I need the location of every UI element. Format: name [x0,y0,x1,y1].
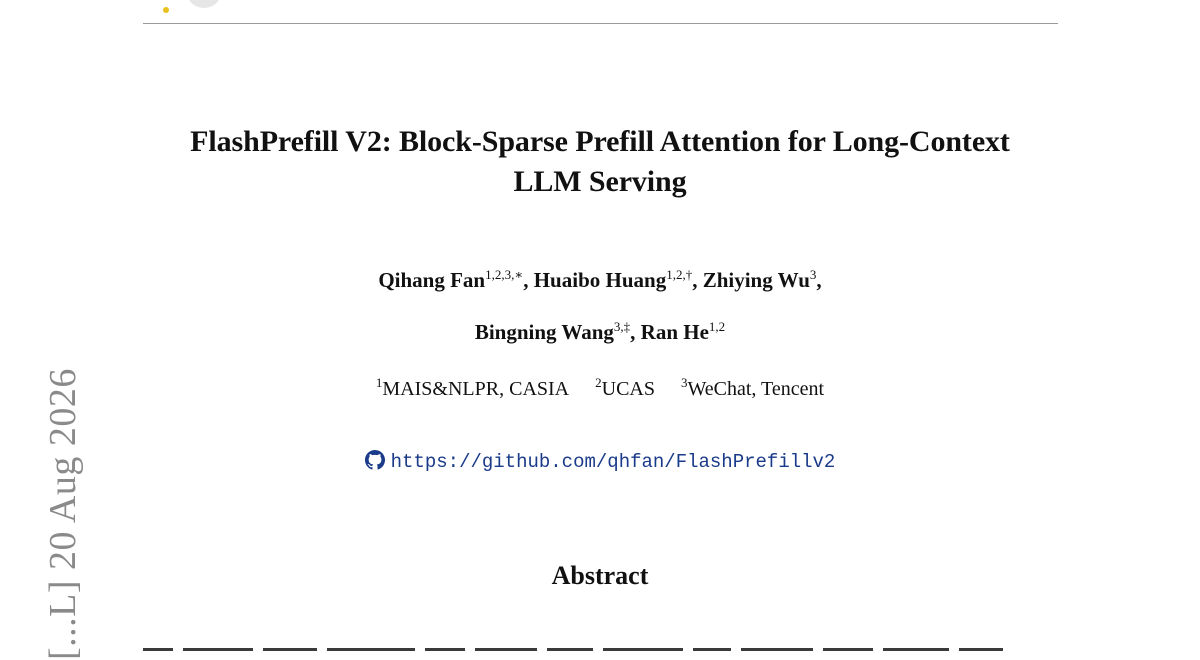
author-affiliation-marks: 1,2,3,∗ [485,267,524,282]
author-separator: , [523,268,534,292]
author-name: Ran He [640,320,709,344]
author-separator: , [816,268,822,292]
author-line-2 [200,318,1000,346]
author-line-1 [200,266,1000,294]
affiliation-mark: 3 [680,375,688,390]
author-name: Huaibo Huang [533,268,667,292]
logo-icon [158,0,228,14]
affiliations [200,375,1000,403]
affiliation-name: WeChat, Tencent [687,378,825,400]
arxiv-side-stamp: [...L] 20 Aug 2026 [42,368,84,660]
affiliation-name: MAIS&NLPR, CASIA [382,378,570,400]
author-affiliation-marks: 1,2 [708,319,726,334]
paper-title [130,122,1070,202]
abstract-heading: Abstract [551,561,649,590]
affiliation-name: UCAS [601,378,655,400]
author-affiliation-marks: 3,‡ [613,319,631,334]
author-affiliation-marks: 1,2,† [666,267,693,282]
affiliation-mark: 2 [595,375,602,390]
author-name: Qihang Fan [378,268,486,292]
author-name: Bingning Wang [474,320,614,344]
author-separator: , [692,268,703,292]
title-line-2: LLM Serving [513,165,687,198]
header-rule [143,23,1058,24]
author-affiliation-marks: 3 [809,267,817,282]
repo-link[interactable] [200,449,1000,475]
affiliation-mark: 1 [375,375,383,390]
abstract-text-fragment [143,638,1058,652]
github-icon [365,450,385,470]
repo-url[interactable]: https://github.com/qhfan/FlashPrefillv2 [390,451,836,473]
author-name: Zhiying Wu [702,268,810,292]
author-separator: , [630,320,641,344]
title-line-1: FlashPrefill V2: Block-Sparse Prefill Attention for Long-Context [190,125,1010,158]
